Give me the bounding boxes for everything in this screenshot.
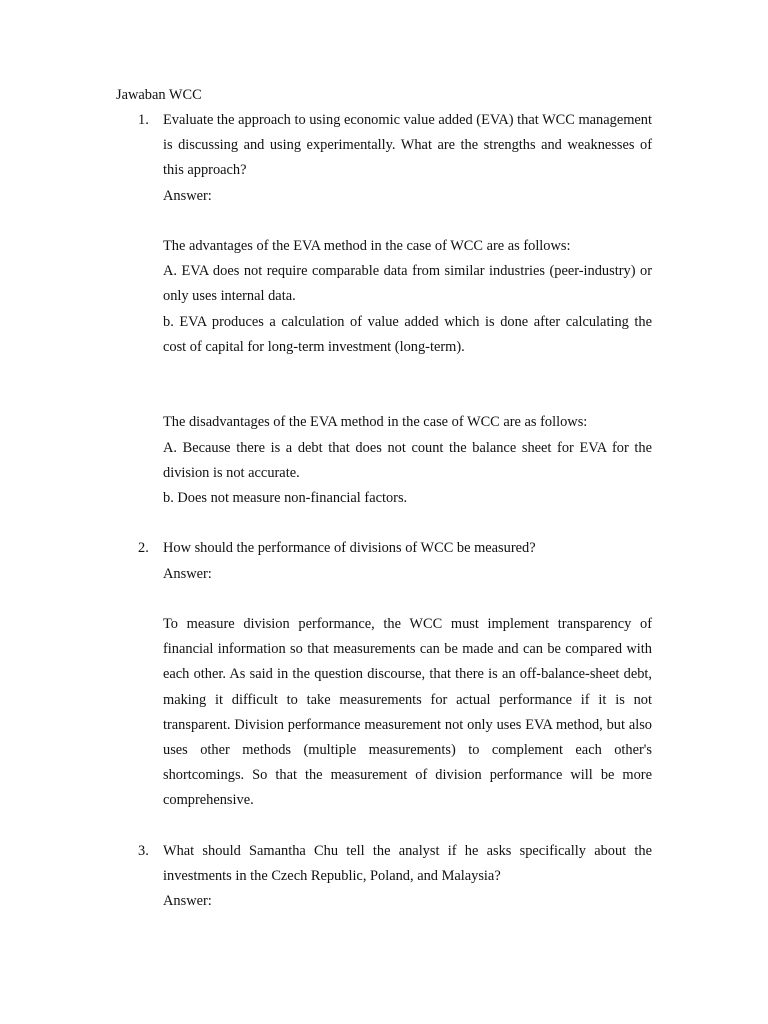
question-3: [116, 839, 652, 915]
question-1: [116, 108, 652, 511]
question-list: [116, 108, 652, 914]
question-number: 1.: [138, 112, 149, 128]
advantage-b: b. EVA produces a calculation of value added which is done after calculating the cost of capital for long-term investment (long-term).: [163, 313, 652, 355]
advantage-a: A. EVA does not require comparable data from similar industries (peer-industry) or only uses internal data.: [163, 263, 652, 305]
question-text: What should Samantha Chu tell the analyst if he asks specifically about the investments in the Czech Republic, Poland, and Malaysia?: [163, 842, 652, 885]
disadvantage-b: b. Does not measure non-financial factors.: [163, 490, 408, 507]
question-number: 3.: [138, 842, 149, 859]
answer-label: Answer:: [163, 565, 212, 582]
document-title: Jawaban WCC: [116, 87, 202, 103]
question-text: How should the performance of divisions of WCC be measured?: [163, 540, 536, 557]
question-text: Evaluate the approach to using economic value added (EVA) that WCC management is discussing and using experimentally. What are the strengths and weaknesses of this approach?: [163, 112, 652, 179]
disadvantage-a: A. Because there is a debt that does not count the balance sheet for EVA for the division is not accurate.: [163, 439, 652, 481]
advantages-intro: The advantages of the EVA method in the case of WCC are as follows:: [163, 238, 571, 254]
answer-label: Answer:: [163, 893, 212, 910]
answer-text: To measure division performance, the WCC must implement transparency of financial information so that measurements can be made and can be compared with each other. As said in the question discourse, that there is an off-balance-sheet debt, making it difficult to take measurements for actual performance if it is not transparent. Division performance measurement not only uses EVA method, but also uses other methods (multiple measurements) to complement each other's shortcomings. So that the measurement of division performance will be more comprehensive.: [163, 616, 652, 809]
question-number: 2.: [138, 540, 149, 557]
answer-label: Answer:: [163, 187, 212, 204]
disadvantages-intro: The disadvantages of the EVA method in the case of WCC are as follows:: [163, 414, 588, 431]
question-2: [116, 536, 652, 813]
